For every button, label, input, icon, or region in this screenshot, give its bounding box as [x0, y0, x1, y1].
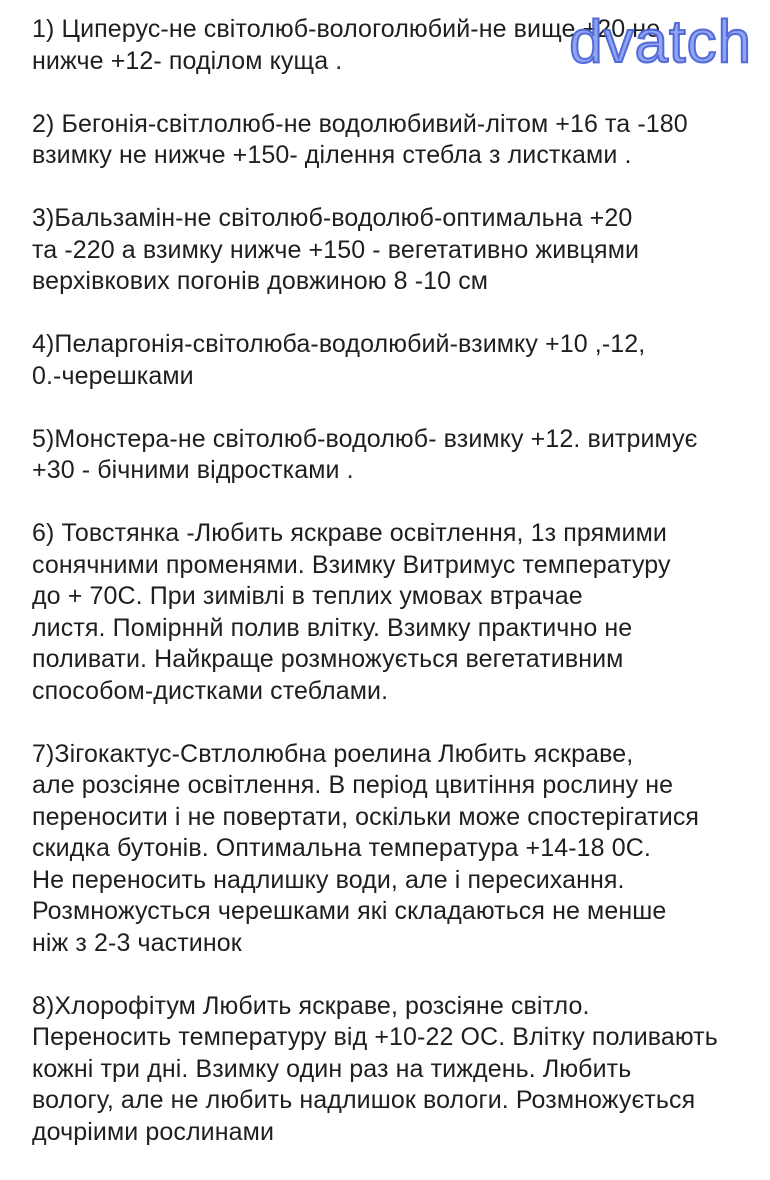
document-body — [32, 14, 762, 1180]
text-line: але розсіяне освітлення. В період цвитіння рослину не — [32, 771, 674, 799]
text-line: 2) Бегонія-світлолюб-не водолюбивий-літом +16 та -180 — [32, 109, 688, 138]
text-line: кожні три дні. Взимку один раз на тиждень. Любить — [32, 1054, 632, 1083]
paragraph-2 — [32, 109, 762, 172]
paragraph-4 — [32, 329, 762, 392]
text-line: 1) Циперус-не світолюб-вологолюбий-не вище +20 не — [32, 15, 661, 43]
text-line: 6) Товстянка -Любить яскраве освітлення, 1з прямими — [32, 519, 667, 547]
text-line: дочріими рослинами — [32, 1117, 275, 1146]
text-line: вологу, але не любить надлишок вологи. Розмножується — [32, 1086, 696, 1114]
text-line: листя. Помірннй полив влітку. Взимку практично не — [32, 613, 633, 642]
text-line: та -220 а взимку нижче +150 - вегетативно живцями — [32, 235, 640, 264]
text-line: 0.-черешками — [32, 361, 194, 390]
text-line: 7)Зігокактус-Свтлолюбна роелина Любить яскраве, — [32, 739, 634, 768]
text-line: поливати. Найкраще розмножується вегетативним — [32, 645, 624, 673]
text-line: 5)Монстера-не світолюб-водолюб- взимку +12. витримує — [32, 424, 698, 453]
text-line: скидка бутонів. Оптимальна температура +14-18 0С. — [32, 834, 651, 862]
text-line: Переносить температуру від +10-22 ОС. Влітку поливають — [32, 1023, 718, 1051]
text-line: +30 - бічними відростками . — [32, 456, 354, 484]
text-line: верхівкових погонів довжиною 8 -10 см — [32, 267, 489, 295]
paragraph-5 — [32, 424, 762, 487]
text-line: Не переносить надлишку води, але і пересихання. — [32, 865, 625, 894]
text-line: Розмножусться черешками які складаються не менше — [32, 897, 667, 925]
paragraph-3 — [32, 203, 762, 298]
paragraph-7 — [32, 739, 762, 960]
text-line: взимку не нижче +150- ділення стебла з листками . — [32, 141, 632, 169]
paragraph-8 — [32, 991, 762, 1149]
text-line: способом-дистками стеблами. — [32, 676, 389, 705]
watermark-logo: dvatch — [569, 8, 752, 75]
text-line: 4)Пеларгонія-світолюба-водолюбий-взимку +10 ,-12, — [32, 330, 646, 358]
text-line: сонячними променями. Взимку Витримус температуру — [32, 550, 671, 579]
text-line: 8)Хлорофітум Любить яскраве, розсіяне світло. — [32, 991, 590, 1020]
text-line: 3)Бальзамін-не світолюб-водолюб-оптимальна +20 — [32, 204, 633, 232]
text-line: ніж з 2-3 частинок — [32, 928, 242, 957]
text-line: переносити і не повертати, оскільки може спостерігатися — [32, 802, 700, 831]
text-line: нижче +12- поділом куща . — [32, 46, 343, 75]
text-line: до + 70С. При зимівлі в теплих умовах втрачае — [32, 582, 583, 610]
paragraph-6 — [32, 518, 762, 707]
